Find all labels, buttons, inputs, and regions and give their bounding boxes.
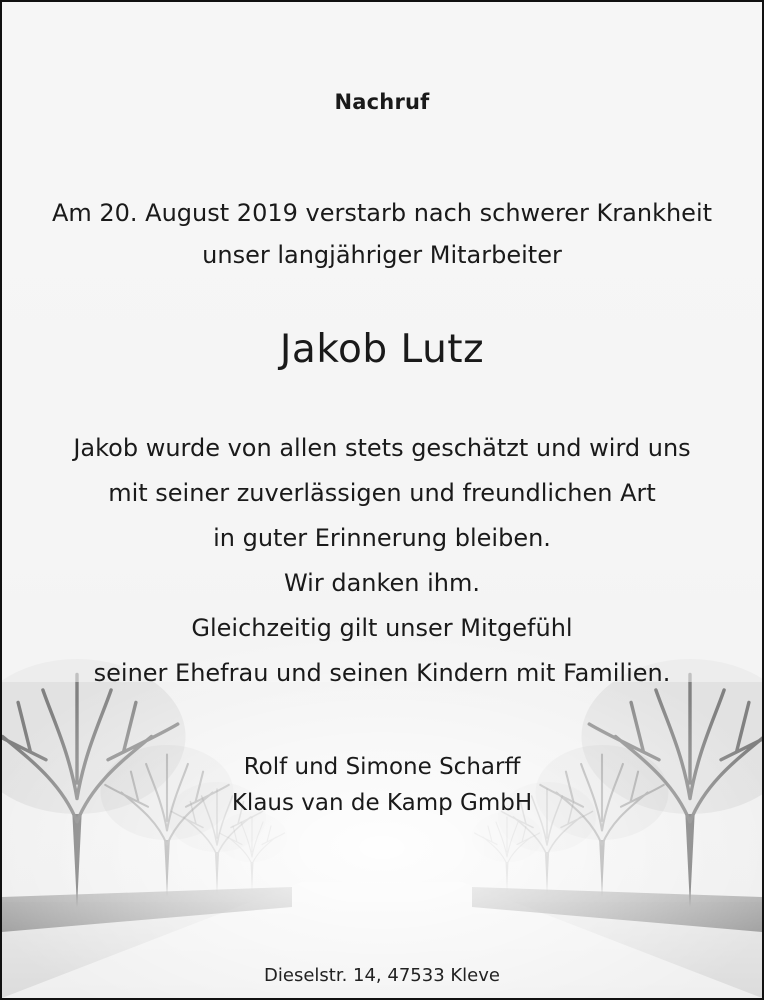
intro-line: unser langjähriger Mitarbeiter [202, 241, 562, 269]
address-line: Dieselstr. 14, 47533 Kleve [264, 965, 500, 986]
tribute-text [2, 426, 762, 696]
notice-heading: Nachruf [334, 90, 430, 114]
intro-text [2, 192, 762, 276]
tribute-line: Wir danken ihm. [283, 569, 481, 597]
tribute-line: seiner Ehefrau und seinen Kindern mit Familien. [93, 659, 671, 687]
intro-line: Am 20. August 2019 verstarb nach schwerer Krankheit [51, 199, 713, 227]
signers-block [2, 749, 762, 821]
tribute-line: Gleichzeitig gilt unser Mitgefühl [191, 614, 573, 642]
tribute-line: in guter Erinnerung bleiben. [213, 524, 551, 552]
tribute-line: Jakob wurde von allen stets geschätzt und wird uns [73, 434, 691, 462]
tribute-line: mit seiner zuverlässigen und freundlichen Art [108, 479, 656, 507]
signer-name: Rolf und Simone Scharff [243, 754, 521, 780]
signer-name: Klaus van de Kamp GmbH [231, 790, 533, 816]
deceased-name: Jakob Lutz [279, 327, 485, 372]
